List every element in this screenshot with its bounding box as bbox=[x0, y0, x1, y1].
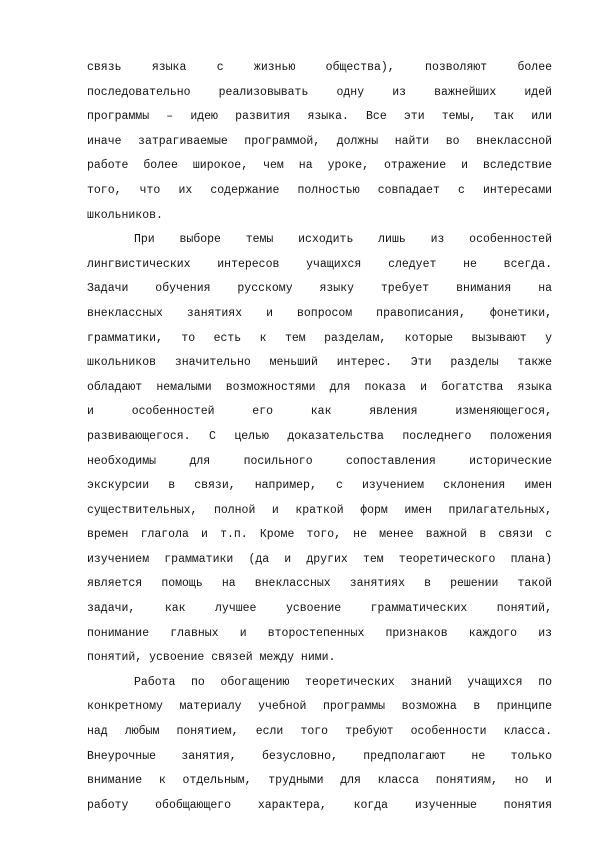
text-line: развивающегося. С целью доказательства последнего положения bbox=[87, 429, 552, 443]
body-text bbox=[87, 56, 552, 818]
text-line: связь языка с жизнью общества), позволяют более bbox=[87, 61, 552, 74]
text-line: понятий, усвоение связей между ними. bbox=[87, 651, 336, 665]
text-line: грамматики, то есть к тем разделам, которые вызывают у bbox=[87, 331, 552, 345]
text-line: конкретному материалу учебной программы возможна в принципе bbox=[87, 700, 552, 714]
paragraph-2 bbox=[87, 228, 552, 671]
text-line: внеклассных занятиях и вопросом правописания, фонетики, bbox=[87, 306, 552, 320]
text-line: над любым понятием, если того требуют особенности класса. bbox=[87, 725, 552, 739]
text-line: времен глагола и т.п. Кроме того, не менее важной в связи с bbox=[87, 528, 552, 542]
text-line: работе более широкое, чем на уроке, отражение и вследствие bbox=[87, 159, 552, 173]
text-line: экскурсии в связи, например, с изучением склонения имен bbox=[87, 479, 552, 493]
text-line: школьников значительно меньший интерес. Эти разделы также bbox=[87, 356, 552, 370]
text-line: Задачи обучения русскому языку требует внимания на bbox=[87, 282, 552, 296]
text-line: изучением грамматики (да и других тем теоретического плана) bbox=[87, 552, 552, 566]
text-line: При выборе темы исходить лишь из особенностей bbox=[134, 233, 552, 247]
text-line: и особенностей его как явления изменяющегося, bbox=[87, 405, 552, 419]
text-line: внимание к отдельным, трудными для класса понятиям, но и bbox=[87, 774, 552, 788]
paragraph-1 bbox=[87, 56, 552, 228]
text-line: программы – идею развития языка. Все эти темы, так или bbox=[87, 110, 552, 124]
text-line: лингвистических интересов учащихся следует не всегда. bbox=[87, 257, 552, 271]
text-line: Работа по обогащению теоретических знаний учащихся по bbox=[134, 675, 552, 689]
text-line: последовательно реализовывать одну из важнейших идей bbox=[87, 85, 552, 99]
text-line: необходимы для посильного сопоставления исторические bbox=[87, 454, 552, 468]
text-line: иначе затрагиваемые программой, должны найти во внеклассной bbox=[87, 134, 552, 148]
text-line: понимание главных и второстепенных признаков каждого из bbox=[87, 626, 552, 640]
text-line: того, что их содержание полностью совпадает с интересами bbox=[87, 183, 552, 197]
text-line: задачи, как лучшее усвоение грамматических понятий, bbox=[87, 602, 552, 616]
text-line: существительных, полной и краткой форм имен прилагательных, bbox=[87, 503, 552, 517]
text-line: является помощь на внеклассных занятиях в решении такой bbox=[87, 577, 552, 591]
text-line: Внеурочные занятия, безусловно, предполагают не только bbox=[87, 749, 552, 763]
paragraph-3 bbox=[87, 671, 552, 819]
text-line: работу обобщающего характера, когда изученные понятия bbox=[87, 798, 552, 812]
text-line: обладают немалыми возможностями для показа и богатства языка bbox=[87, 380, 552, 394]
text-line: школьников. bbox=[87, 208, 163, 222]
